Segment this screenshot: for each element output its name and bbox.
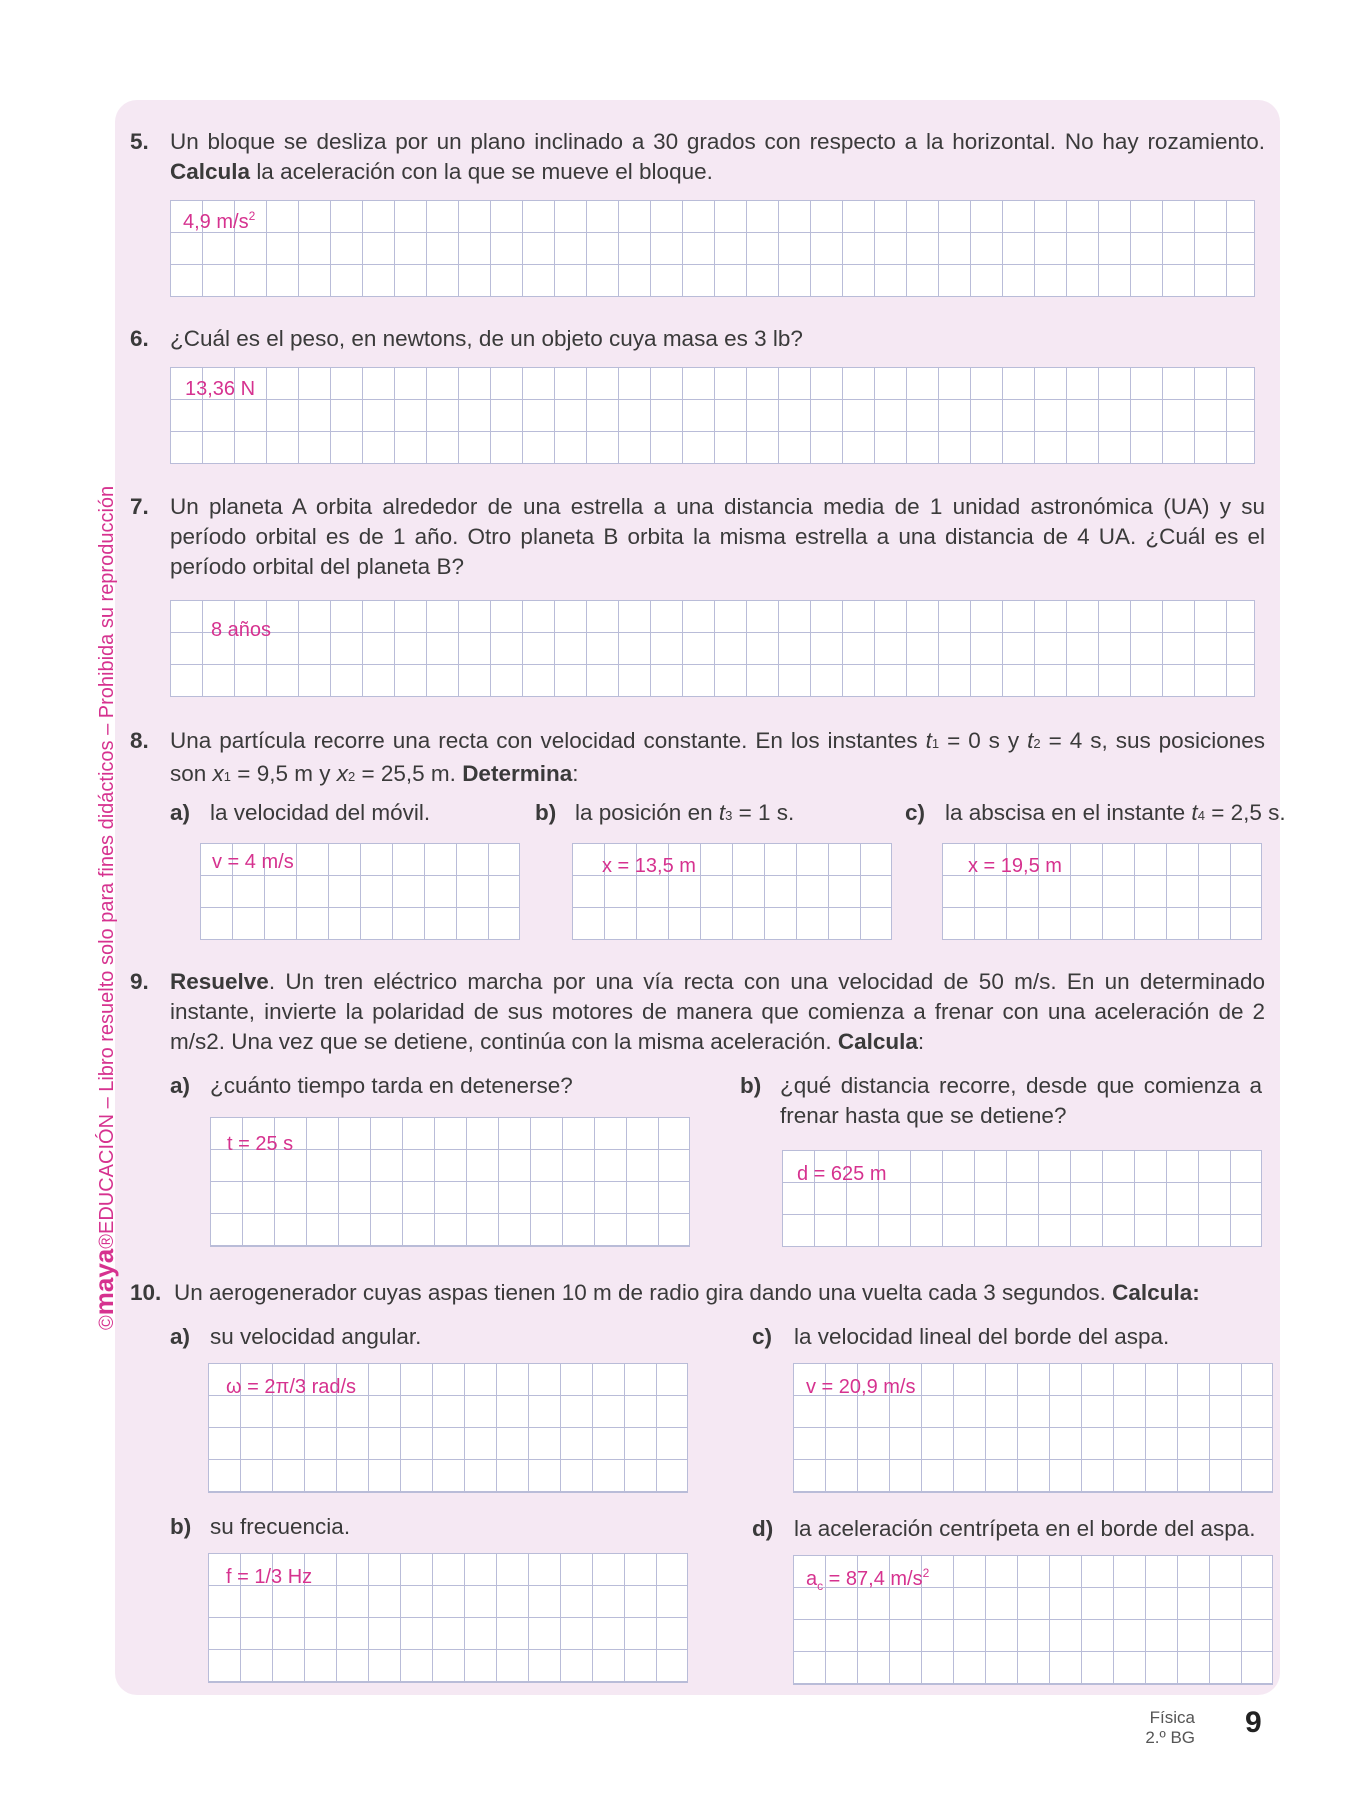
question-number: 6. (130, 326, 149, 351)
question-6 (130, 324, 1265, 354)
question-number: 8. (130, 728, 149, 753)
page-number: 9 (1245, 1706, 1262, 1739)
question-number: 5. (130, 129, 149, 154)
answer-10a: ω = 2π/3 rad/s (226, 1376, 357, 1398)
q8-part-a: a) la velocidad del móvil. (170, 800, 431, 825)
answer-8c: x = 19,5 m (968, 855, 1062, 877)
question-text: Un aerogenerador cuyas aspas tienen 10 m de radio gira dando una vuelta cada 3 segundos. (174, 1280, 1106, 1305)
question-number: 7. (130, 494, 149, 519)
answer-10b: f = 1/3 Hz (226, 1566, 313, 1588)
answer-grid-6[interactable] (170, 367, 1255, 464)
question-text: ¿Cuál es el peso, en newtons, de un objeto cuya masa es 3 lb? (170, 326, 803, 351)
answer-8a: v = 4 m/s (212, 851, 294, 873)
answer-8b: x = 13,5 m (602, 855, 696, 877)
question-text: Un planeta A orbita alrededor de una estrella a una distancia media de 1 unidad astronómica (UA) y su período orbital es de 1 año. Otro planeta B orbita la misma estrella a una distancia de 4 UA. ¿Cuál es el período orbital del planeta B? (170, 494, 1265, 579)
question-verb: Calcula: (1112, 1280, 1200, 1305)
subject-name: Física (1149, 1708, 1195, 1727)
answer-10d: $a_c = 87,4$ $m/s^2$ (806, 1566, 930, 1593)
answer-7: 8 años (211, 619, 272, 641)
copyright-symbol: © (96, 1315, 118, 1330)
q9-part-a: a) ¿cuánto tiempo tarda en detenerse? (170, 1073, 573, 1098)
credit-text: EDUCACIÓN – Libro resuelto solo para fines didácticos – Prohibida su reproducción (96, 485, 118, 1234)
q10-part-d: d) la aceleración centrípeta en el borde del aspa. (752, 1516, 1256, 1541)
q9-part-b: b) ¿qué distancia recorre, desde que comienza a frenar hasta que se detiene? (740, 1073, 1262, 1128)
question-text: Un bloque se desliza por un plano inclinado a 30 grados con respecto a la horizontal. No hay rozamiento. (170, 129, 1265, 154)
question-verb: Resuelve (170, 969, 269, 994)
publisher-logo: maya (89, 1248, 119, 1316)
question-verb: Calcula (170, 159, 251, 184)
question-9: 9. Resuelve. Un tren eléctrico marcha por una vía recta con una velocidad de 50 m/s. En un determinado instante, invierte la polaridad de sus motores de manera que comienza a frenar con una aceleración de 2 m/s2. Una vez que se detiene, continúa con la misma aceleración. Calcula: (130, 969, 1265, 1054)
question-5 (130, 127, 1265, 187)
answer-grid-5[interactable] (170, 200, 1255, 297)
question-text-cont: la aceleración con la que se mueve el bloque. (256, 159, 713, 184)
question-number: 10. (130, 1280, 162, 1305)
answer-9b: d = 625 m (797, 1163, 887, 1185)
question-verb: Determina (462, 761, 573, 786)
question-number: 9. (130, 969, 149, 994)
answer-5: 4,9 $m/s^2$ (183, 209, 256, 233)
q10-part-c: c) la velocidad lineal del borde del aspa. (752, 1324, 1170, 1349)
answer-9a: t = 25 s (227, 1133, 294, 1155)
q8-part-c: c) la abscisa en el instante t4 = 2,5 s. (905, 800, 1286, 825)
question-text: . Un tren eléctrico marcha por una vía recta con una velocidad de 50 m/s. En un determinado instante, invierte la polaridad de sus motores de manera que comienza a frenar con una aceleración de 2 m/s2. Una vez que se detiene, continúa con la misma aceleración. (170, 969, 1265, 1054)
footer-subject (1140, 1708, 1195, 1748)
question-verb-2: Calcula (837, 1029, 918, 1054)
answer-grid-7[interactable] (170, 600, 1255, 697)
question-10 (130, 1278, 1265, 1308)
q10-part-b: b) su frecuencia. (170, 1514, 351, 1539)
question-8: 8. Una partícula recorre una recta con velocidad constante. En los instantes t1 = 0 s y t2 = 4 s, sus posiciones son x1 = 9,5 m y x2 = 25,5 m. Determina: (130, 728, 1265, 786)
question-7 (130, 492, 1265, 582)
side-credit (84, 485, 124, 1330)
grade-level: 2.º BG (1145, 1728, 1195, 1747)
q10-part-a: a) su velocidad angular. (170, 1324, 422, 1349)
answer-6: 13,36 N (185, 378, 256, 400)
registered-symbol: ® (96, 1234, 118, 1249)
answer-10c: v = 20,9 m/s (806, 1376, 916, 1398)
q8-part-b: b) la posición en t3 = 1 s. (535, 800, 795, 825)
